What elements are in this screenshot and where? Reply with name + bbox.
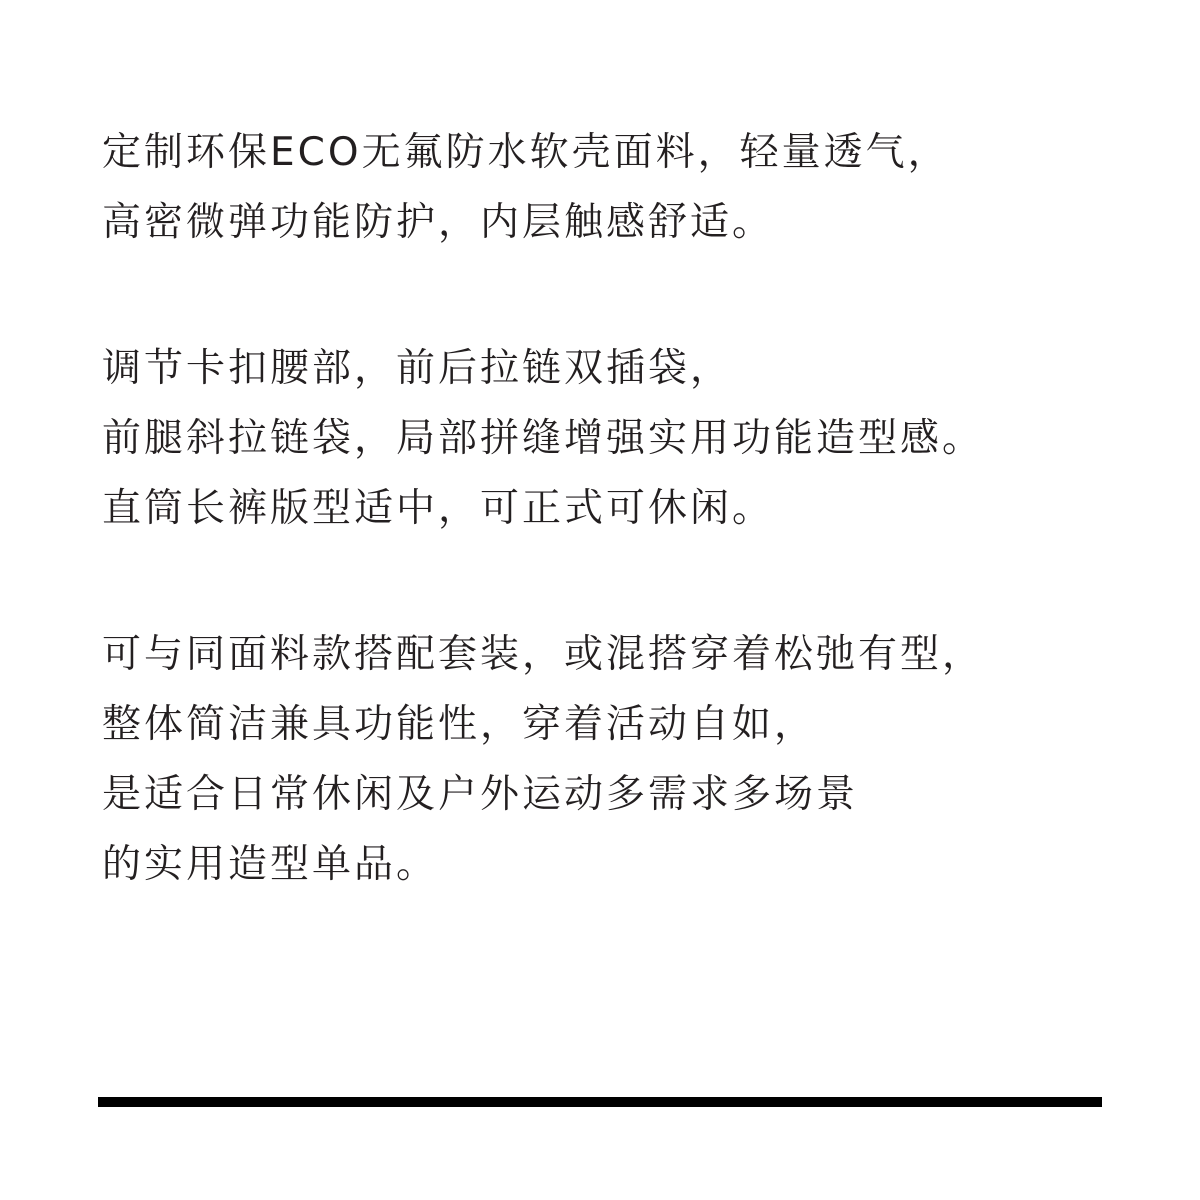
text-line: 调节卡扣腰部，前后拉链双插袋， xyxy=(102,346,733,391)
text-line: 定制环保ECO无氟防水软壳面料，轻量透气， xyxy=(102,130,950,175)
fabric-paragraph xyxy=(102,118,1162,258)
styling-paragraph xyxy=(102,620,1162,900)
text-line: 整体简洁兼具功能性，穿着活动自如， xyxy=(102,702,817,747)
design-details-paragraph xyxy=(102,334,1162,544)
paragraph-spacer xyxy=(102,258,1162,334)
text-line: 直筒长裤版型适中，可正式可休闲。 xyxy=(102,486,775,531)
text-line: 是适合日常休闲及户外运动多需求多场景 xyxy=(102,772,859,817)
description-text-block xyxy=(102,118,1162,900)
text-line: 高密微弹功能防护，内层触感舒适。 xyxy=(102,200,775,245)
text-line: 前腿斜拉链袋，局部拼缝增强实用功能造型感。 xyxy=(102,416,985,461)
bottom-divider-bar xyxy=(98,1097,1102,1107)
text-line: 的实用造型单品。 xyxy=(102,842,439,887)
text-line: 可与同面料款搭配套装，或混搭穿着松弛有型， xyxy=(102,632,985,677)
paragraph-spacer xyxy=(102,544,1162,620)
